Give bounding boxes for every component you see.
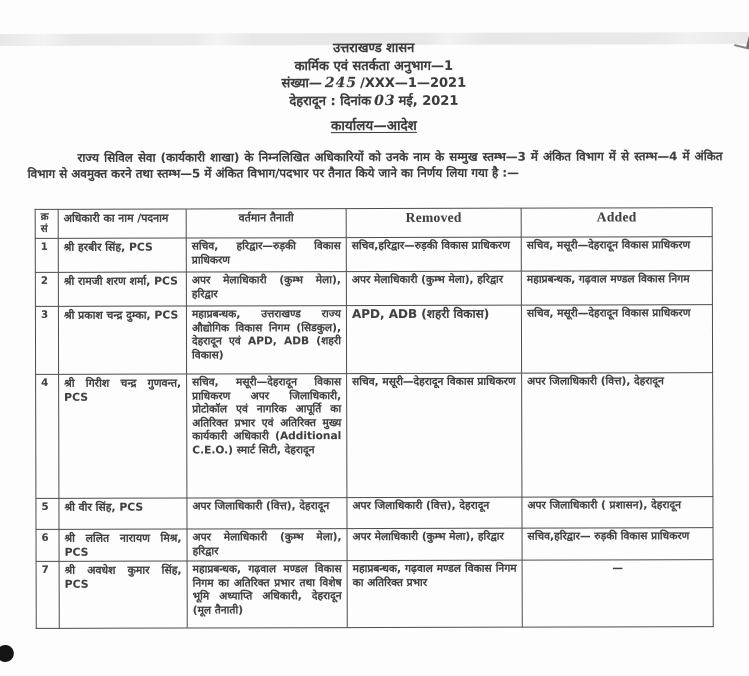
cell-officer-name: श्री गिरीश चन्द्र गुणवन्त, PCS [59, 374, 187, 498]
cell-current-posting: अपर जिलाधिकारी (वित्त), देहरादून [187, 498, 347, 529]
cell-removed: सचिव,हरिद्वार—रुड़की विकास प्राधिकरण [346, 237, 521, 271]
cell-removed: महाप्रबन्धक, गढ़वाल मण्डल विकास निगम का अतिरिक्त प्रभार [347, 560, 522, 627]
table-row [35, 271, 712, 307]
reference-number-line [0, 74, 748, 93]
cell-serial: 7 [36, 561, 59, 628]
dateline-prefix: देहरादून : दिनांक [289, 93, 372, 109]
cell-added: अपर जिलाधिकारी (वित्त), देहरादून [522, 373, 713, 497]
header-officer-name: अधिकारी का नाम /पदनाम [58, 209, 186, 238]
cell-officer-name: श्री रामजी शरण शर्मा, PCS [58, 272, 186, 306]
cell-added: अपर जिलाधिकारी ( प्रशासन), देहरादून [522, 497, 713, 528]
date-line [0, 92, 748, 111]
cell-removed: अपर मेलाधिकारी (कुम्भ मेला), हरिद्वार [346, 271, 521, 305]
header-added: Added [521, 208, 712, 237]
table-row [36, 528, 713, 562]
cell-serial: 6 [36, 529, 59, 561]
cell-current-posting: महाप्रबन्धक, गढ़वाल मण्डल विकास निगम का अतिरिक्त प्रभार तथा विशेष भूमि अध्याप्ति अधिकारी, देहरादून (मूल तैनाती) [187, 561, 347, 628]
ref-number-handwritten: 245 [324, 75, 358, 92]
table-row [36, 560, 713, 629]
cell-removed: APD, ADB (शहरी विकास) [346, 305, 521, 373]
department-section: कार्मिक एवं सतर्कता अनुभाग—1 [294, 58, 454, 74]
cell-current-posting: सचिव, मसूरी—देहरादून विकास प्राधिकरण अपर जिलाधिकारी, प्रोटोकॉल एवं नागरिक आपूर्ति का अतिरिक्त प्रभार एवं अतिरिक्त मुख्य कार्यकारी अधिकारी (Additional C.E.O.) स्मार्ट सिटी, देहरादून [187, 374, 347, 498]
cell-serial: 5 [36, 498, 59, 529]
cell-removed: सचिव, मसूरी—देहरादून विकास प्राधिकरण [347, 373, 522, 497]
header-removed: Removed [346, 208, 521, 237]
header-serial: क्र सं [35, 209, 58, 238]
cell-officer-name: श्री हरबीर सिंह, PCS [58, 238, 186, 272]
cell-officer-name: श्री अवधेश कुमार सिंह, PCS [59, 561, 187, 628]
cell-added: सचिव,हरिद्वार— रुड़की विकास प्राधिकरण [522, 528, 713, 560]
table-row [36, 497, 713, 530]
cell-added: — [522, 560, 713, 627]
cell-serial: 4 [36, 374, 59, 498]
intro-paragraph: राज्य सिविल सेवा (कार्यकारी शाखा) के निम्नलिखित अधिकारियों को उनके नाम के सम्मुख स्तम्भ—3 में अंकित विभाग में से स्तम्भ—4 में अंकित विभाग से अवमुक्त करने तथा स्तम्भ—5 में अंकित विभाग/पदभार पर तैनात किये जाने का निर्णय लिया गया है :— [27, 148, 723, 182]
table-header-row [35, 208, 712, 239]
cell-current-posting: सचिव, हरिद्वार—रुड़की विकास प्राधिकरण [186, 238, 346, 272]
cell-current-posting: अपर मेलाधिकारी (कुम्भ मेला), हरिद्वार [187, 529, 347, 561]
table-row [36, 373, 713, 499]
cell-serial: 2 [35, 272, 58, 306]
cell-serial: 1 [35, 238, 58, 272]
cell-current-posting: महाप्रबन्धक, उत्तराखण्ड राज्य औद्योगिक विकास निगम (सिडकुल), देहरादून एवं APD, ADB (शहरी विकास) [186, 306, 346, 374]
transfer-order-table [35, 207, 714, 629]
cell-added: सचिव, मसूरी—देहरादून विकास प्राधिकरण [521, 305, 712, 373]
cell-current-posting: अपर मेलाधिकारी (कुम्भ मेला), हरिद्वार [186, 272, 346, 306]
table-row [35, 237, 712, 273]
cell-removed: अपर जिलाधिकारी (वित्त), देहरादून [347, 497, 522, 528]
date-handwritten: 03 [374, 92, 396, 109]
hole-punch-mark [0, 645, 14, 662]
government-name: उत्तराखण्ड शासन [333, 40, 415, 57]
cell-officer-name: श्री ललित नारायण मिश्र, PCS [59, 529, 187, 561]
letterhead [0, 39, 748, 111]
cell-serial: 3 [35, 306, 58, 374]
cell-officer-name: श्री वीर सिंह, PCS [59, 498, 187, 529]
ref-label: संख्या— [281, 76, 322, 92]
order-heading: कार्यालय—आदेश [331, 117, 417, 135]
ref-rest: /XXX—1—2021 [360, 75, 467, 92]
dateline-rest: मई, 2021 [398, 93, 459, 109]
header-current-posting: वर्तमान तैनाती [186, 209, 346, 238]
cell-added: महाप्रबन्धक, गढ़वाल मण्डल विकास निगम [521, 271, 712, 305]
table-row [35, 305, 712, 375]
cell-added: सचिव, मसूरी—देहरादून विकास प्राधिकरण [521, 237, 712, 271]
cell-officer-name: श्री प्रकाश चन्द्र दुम्का, PCS [58, 306, 186, 374]
cell-removed: अपर मेलाधिकारी (कुम्भ मेला), हरिद्वार [347, 528, 522, 560]
